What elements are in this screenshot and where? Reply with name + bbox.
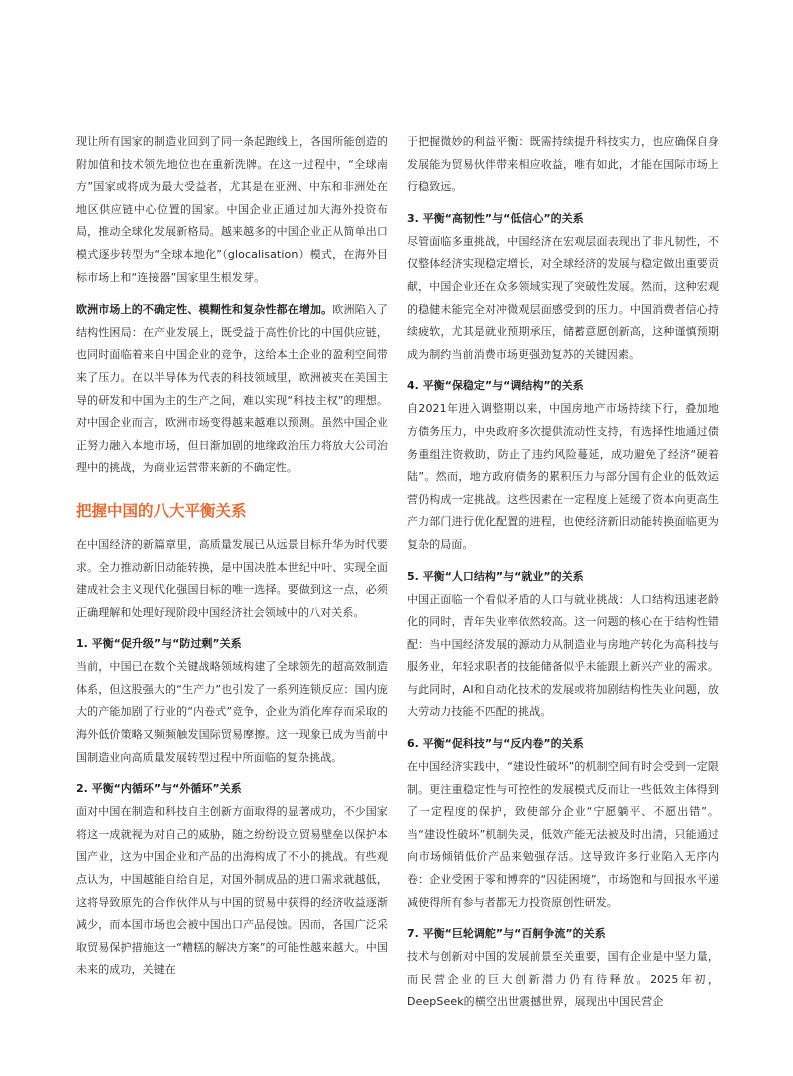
body-paragraph: 中国正面临一个看似矛盾的人口与就业挑战：人口结构迅速老龄化的同时，青年失业率依然较高。这一问题的核心在于结构性错配：当中国经济发展的源动力从制造业与房地产转化为高科技与服务业，年轻求职者的技能储备似乎未能跟上新兴产业的需求。与此同时，AI和自动化技术的发展或将加剧结构性失业问题，放大劳动力技能不匹配的挑战。 <box>407 592 719 719</box>
section-title: 把握中国的八大平衡关系 <box>76 501 247 520</box>
right-column <box>407 131 719 1014</box>
body-paragraph: 在中国经济实践中，“建设性破坏”的机制空间有时会受到一定限制。更注重稳定性与可控性的发展模式反而让一些低效主体得到了一定程度的保护，致使部分企业“宁愿躺平、不愿出错”。当“建设性破坏”机制失灵，低效产能无法被及时出清，只能通过向市场倾销低价产品来勉强存活。这导致许多行业陷入无序内卷：企业受困于零和博弈的“囚徒困境”，市场饱和与回报水平递减使得所有参与者都无力投资原创性研发。 <box>407 760 719 909</box>
subheading: 6. 平衡“促科技”与“反内卷”的关系 <box>407 737 584 751</box>
body-paragraph: 尽管面临多重挑战，中国经济在宏观层面表现出了非凡韧性，不仅整体经济实现稳定增长，对全球经济的发展与稳定做出重要贡献，中国企业还在众多领域实现了突破性发展。然而，这种宏观的稳健未能完全对冲微观层面感受到的压力。中国消费者信心持续疲软，尤其是就业预期承压，储蓄意愿创新高，这种谨慎预期成为制约当前消费市场更强劲复苏的关键因素。 <box>407 234 719 361</box>
lead-sentence: 欧洲市场上的不确定性、模糊性和复杂性都在增加。 <box>76 303 333 317</box>
subheading: 4. 平衡“保稳定”与“调结构”的关系 <box>407 379 584 393</box>
body-paragraph: 当前，中国已在数个关键战略领域构建了全球领先的超高效制造体系，但这股强大的“生产力”也引发了一系列连锁反应：国内庞大的产能加剧了行业的“内卷式”竞争，企业为消化库存而采取的海外低价策略又频频触发国际贸易摩擦。这一现象已成为当前中国制造业向高质量发展转型过程中所面临的复杂挑战。 <box>76 660 388 764</box>
body-paragraph: 技术与创新对中国的发展前景至关重要，国有企业是中坚力量，而民营企业的巨大创新潜力仍有待释放。2025年初，DeepSeek的横空出世震撼世界，展现出中国民营企 <box>407 950 719 1009</box>
left-column <box>76 131 388 982</box>
body-paragraph: 现让所有国家的制造业回到了同一条起跑线上，各国所能创造的附加值和技术领先地位也在重新洗牌。在这一过程中，“全球南方”国家或将成为最大受益者，尤其是在亚洲、中东和非洲处在地区供应链中心位置的国家。中国企业正通过加大海外投资布局，推动全球化发展新格局。越来越多的中国企业正从简单出口模式逐步转型为“全球本地化”（glocalisation）模式，在海外目标市场上和“连接器”国家里生根发芽。 <box>76 135 388 284</box>
subheading: 2. 平衡“内循环”与“外循环”关系 <box>76 782 242 796</box>
subheading: 7. 平衡“巨轮调舵”与“百舸争流”的关系 <box>407 927 606 941</box>
body-paragraph: 面对中国在制造和科技自主创新方面取得的显著成功，不少国家将这一成就视为对自己的威胁，随之纷纷设立贸易壁垒以保护本国产业，这为中国企业和产品的出海构成了不小的挑战。有些观点认为，中国越能自给自足，对国外制成品的进口需求就越低，这将导致原先的合作伙伴从与中国的贸易中获得的经济收益逐渐减少，而本国市场也会被中国出口产品侵蚀。因而，各国广泛采取贸易保护措施这一“糟糕的解决方案”的可能性越来越大。中国未来的成功，关键在 <box>76 805 388 977</box>
body-paragraph: 自2021年进入调整期以来，中国房地产市场持续下行，叠加地方债务压力，中央政府多次提供流动性支持，有选择性地通过债务重组注资救助，防止了违约风险蔓延，成功避免了经济“硬着陆”。然而，地方政府债务的累积压力与部分国有企业的低效运营仍构成一定挑战。这些因素在一定程度上延缓了资本向更高生产力部门进行优化配置的进程，也使经济新旧动能转换面临更为复杂的局面。 <box>407 402 719 551</box>
subheading: 1. 平衡“促升级”与“防过剩”关系 <box>76 637 242 651</box>
subheading: 3. 平衡“高韧性”与“低信心”的关系 <box>407 211 584 225</box>
paragraph-text: 欧洲陷入了结构性困局：在产业发展上，既受益于高性价比的中国供应链，也同时面临着来自中国企业的竞争，这给本土企业的盈利空间带来了压力。在以半导体为代表的科技领域里，欧洲被夹在美国主导的研发和中国为主的生产之间，难以实现“科技主权”的理想。对中国企业而言，欧洲市场变得越来越难以预测。虽然中国企业正努力融入本地市场，但日渐加剧的地缘政治压力将放大公司治理中的挑战，为商业运营带来新的不确定性。 <box>76 303 388 475</box>
body-paragraph: 于把握微妙的利益平衡：既需持续提升科技实力，也应确保自身发展能为贸易伙伴带来相应收益，唯有如此，才能在国际市场上行稳致远。 <box>407 135 719 194</box>
body-paragraph <box>76 299 388 480</box>
subheading: 5. 平衡“人口结构”与“就业”的关系 <box>407 569 584 583</box>
intro-paragraph: 在中国经济的新篇章里，高质量发展已从远景目标升华为时代要求。全力推动新旧动能转换，是中国决胜本世纪中叶、实现全面建成社会主义现代化强国目标的唯一选择。要做到这一点，必须正确理解和处理好现阶段中国经济社会领域中的八对关系。 <box>76 537 388 619</box>
